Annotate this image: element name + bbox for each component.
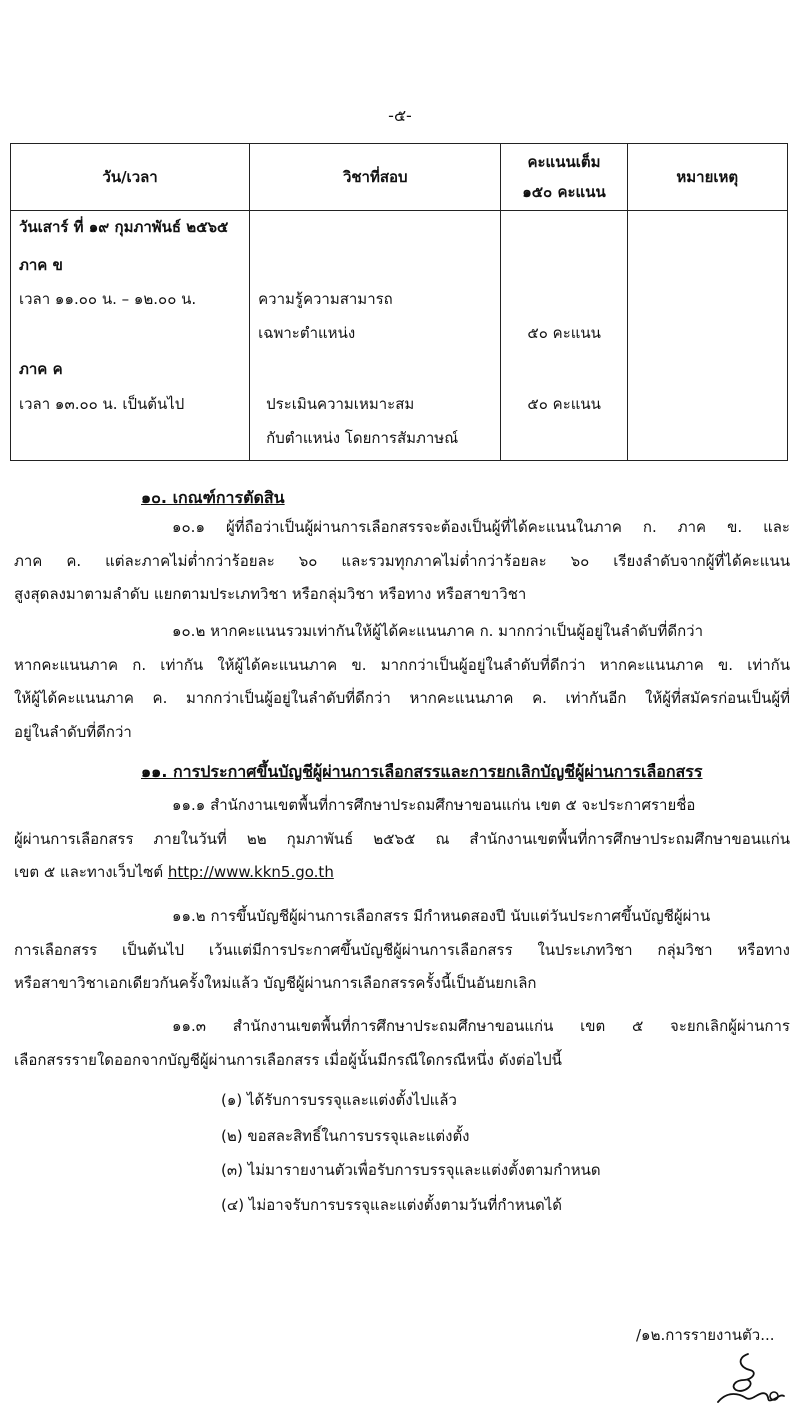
para-line: ๑๑.๒ การขึ้นบัญชีผู้ผ่านการเลือกสรร มีกำหนดสองปี นับแต่วันประกาศขึ้นบัญชีผู้ผ่าน: [172, 907, 711, 925]
para-line: เลือกสรรรายใดออกจากบัญชีผู้ผ่านการเลือกสรร เมื่อผู้นั้นมีกรณีใดกรณีหนึ่ง ดังต่อไปนี้: [14, 1050, 562, 1069]
cell-remarks: [627, 211, 787, 461]
list-item: (๑) ได้รับการบรรจุและแต่งตั้งไปแล้ว: [221, 1091, 457, 1109]
header-full-score-line2: ๑๕๐ คะแนน: [522, 183, 606, 201]
para-line: สูงสุดลงมาตามลำดับ แยกตามประเภทวิชา หรือกลุ่มวิชา หรือทาง หรือสาขาวิชา: [14, 585, 527, 603]
part-b-time: เวลา ๑๑.๐๐ น. – ๑๒.๐๐ น.: [19, 290, 197, 308]
cell-score: [501, 211, 627, 461]
cell-date-time: [11, 211, 250, 461]
para-line: อยู่ในลำดับที่ดีกว่า: [14, 722, 132, 741]
part-c-subject-line2: กับตำแหน่ง โดยการสัมภาษณ์: [266, 429, 459, 447]
header-subject: วิชาที่สอบ: [250, 144, 501, 211]
para-line: การเลือกสรร เป็นต้นไป เว้นแต่มีการประกาศขึ้นบัญชีผู้ผ่านการเลือกสรร ในประเภทวิชา กลุ่มวิชา หรือทาง: [14, 940, 790, 959]
para-line: หากคะแนนภาค ก. เท่ากัน ให้ผู้ได้คะแนนภาค ข. มากกว่าเป็นผู้อยู่ในลำดับที่ดีกว่า หากคะแนนภาค ข. เท่ากัน: [14, 655, 790, 674]
part-b-subject-line2: เฉพาะตำแหน่ง: [258, 324, 356, 342]
section-10-1-paragraph: [14, 511, 790, 612]
table-row: [11, 211, 788, 461]
para-line: ๑๑.๓ สำนักงานเขตพื้นที่การศึกษาประถมศึกษาขอนแก่น เขต ๕ จะยกเลิกผู้ผ่านการ: [172, 1017, 790, 1035]
para-line: หรือสาขาวิชาเอกเดียวกันครั้งใหม่แล้ว บัญชีผู้ผ่านการเลือกสรรครั้งนี้เป็นอันยกเลิก: [14, 974, 537, 992]
cell-subject: [250, 211, 501, 461]
signature-icon: [700, 1350, 790, 1410]
part-b-label: ภาค ข: [19, 256, 63, 274]
list-item: (๔) ไม่อาจรับการบรรจุและแต่งตั้งตามวันที่กำหนดได้: [221, 1196, 563, 1214]
header-full-score-line1: คะแนนเต็ม: [527, 153, 601, 171]
section-10-2-paragraph: [14, 615, 790, 749]
para-line: ๑๑.๑ สำนักงานเขตพื้นที่การศึกษาประถมศึกษาขอนแก่น เขต ๕ จะประกาศรายชื่อ: [172, 796, 696, 814]
part-b-score: ๕๐ คะแนน: [527, 324, 601, 342]
para-line: ให้ผู้ได้คะแนนภาค ค. มากกว่าเป็นผู้อยู่ในลำดับที่ดีกว่า หากคะแนนภาค ค. เท่ากันอีก ให้ผู้ที่สมัครก่อนเป็นผู้ที่: [14, 689, 790, 707]
part-c-subject-line1: ประเมินความเหมาะสม: [266, 395, 415, 413]
website-prefix: เขต ๕ และทางเว็บไซต์: [14, 863, 164, 881]
para-line: ผู้ผ่านการเลือกสรร ภายในวันที่ ๒๒ กุมภาพันธ์ ๒๕๖๕ ณ สำนักงานเขตพื้นที่การศึกษาประถมศึกษาขอนแก่น: [14, 829, 790, 848]
table-header-row: [11, 144, 788, 211]
para-line: [14, 856, 790, 890]
para-line: ภาค ค. แต่ละภาคไม่ต่ำกว่าร้อยละ ๖๐ และรวมทุกภาคไม่ต่ำกว่าร้อยละ ๖๐ เรียงลำดับจากผู้ที่ได้คะแนน: [14, 551, 790, 570]
section-11-2-paragraph: [14, 900, 790, 1001]
section-11-3-paragraph: [14, 1010, 790, 1077]
page-number: -๕-: [388, 106, 412, 125]
part-c-label: ภาค ค: [19, 360, 63, 378]
list-item: (๓) ไม่มารายงานตัวเพื่อรับการบรรจุและแต่งตั้งตามกำหนด: [221, 1161, 601, 1179]
section-11-1-paragraph: [14, 789, 790, 890]
section-10-title: ๑๐. เกณฑ์การตัดสิน: [141, 488, 285, 507]
part-c-score: ๕๐ คะแนน: [527, 395, 601, 413]
header-remarks: หมายเหตุ: [627, 144, 787, 211]
section-11-title: ๑๑. การประกาศขึ้นบัญชีผู้ผ่านการเลือกสรรและการยกเลิกบัญชีผู้ผ่านการเลือกสรร: [141, 762, 703, 781]
header-full-score: [501, 144, 627, 211]
part-b-subject-line1: ความรู้ความสามารถ: [258, 290, 393, 308]
continuation-note: /๑๒.การรายงานตัว...: [636, 1326, 775, 1344]
website-link[interactable]: http://www.kkn5.go.th: [167, 863, 334, 881]
list-item: (๒) ขอสละสิทธิ์ในการบรรจุและแต่งตั้ง: [221, 1127, 470, 1145]
para-line: ๑๐.๑ ผู้ที่ถือว่าเป็นผู้ผ่านการเลือกสรรจะต้องเป็นผู้ที่ได้คะแนนในภาค ก. ภาค ข. และ: [172, 518, 790, 536]
header-date-time: วัน/เวลา: [11, 144, 250, 211]
para-line: ๑๐.๒ หากคะแนนรวมเท่ากันให้ผู้ได้คะแนนภาค ก. มากกว่าเป็นผู้อยู่ในลำดับที่ดีกว่า: [172, 622, 704, 640]
exam-schedule-table: [10, 143, 788, 461]
exam-date: วันเสาร์ ที่ ๑๙ กุมภาพันธ์ ๒๕๖๕: [19, 218, 229, 236]
part-c-time: เวลา ๑๓.๐๐ น. เป็นต้นไป: [19, 395, 185, 413]
